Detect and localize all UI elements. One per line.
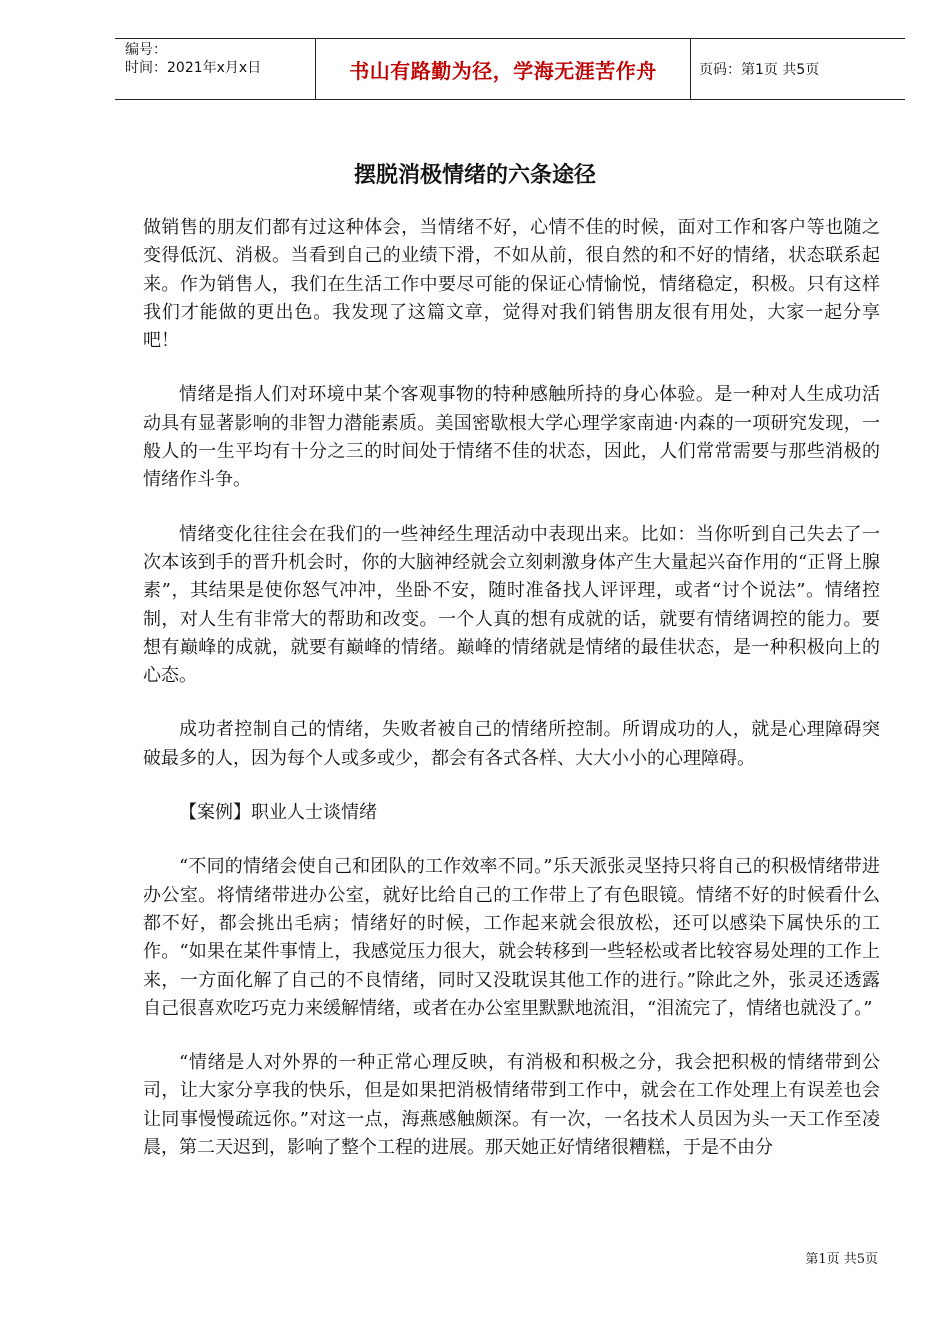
- paragraph: 情绪变化往往会在我们的一些神经生理活动中表现出来。比如：当你听到自己失去了一次本该到手的晋升机会时，你的大脑神经就会立刻刺激身体产生大量起兴奋作用的“正肾上腺素”，其结果是使你怒气冲冲，坐卧不安，随时准备找人评评理，或者“讨个说法”。情绪控制，对人生有非常大的帮助和改变。一个人真的想有成就的话，就要有情绪调控的能力。要想有巅峰的成就，就要有巅峰的情绪。巅峰的情绪就是情绪的最佳状态，是一种积极向上的心态。: [143, 523, 880, 687]
- paragraph: “情绪是人对外界的一种正常心理反映，有消极和积极之分，我会把积极的情绪带到公司，让大家分享我的快乐，但是如果把消极情绪带到工作中，就会在工作处理上有误差也会让同事慢慢疏远你。”对这一点，海燕感触颇深。有一次，一名技术人员因为头一天工作至凌晨，第二天迟到，影响了整个工程的进展。那天她正好情绪很糟糕，于是不由分: [143, 1052, 880, 1159]
- document-time-label: 时间：2021年x月x日: [125, 60, 262, 76]
- header-meta: [115, 39, 316, 99]
- page-footer: 第1页 共5页: [805, 1252, 878, 1267]
- header-motto-cell: [316, 39, 691, 99]
- case-heading: 【案例】职业人士谈情绪: [179, 802, 377, 824]
- header-page-cell: [691, 39, 905, 99]
- paragraph-intro: 做销售的朋友们都有过这种体会，当情绪不好，心情不佳的时候，面对工作和客户等也随之变得低沉、消极。当看到自己的业绩下滑，不如从前，很自然的和不好的情绪，状态联系起来。作为销售人，我们在生活工作中要尽可能的保证心情愉悦，情绪稳定，积极。只有这样我们才能做的更出色。我发现了这篇文章，觉得对我们销售朋友很有用处，大家一起分享吧！: [143, 217, 880, 352]
- paragraph: 成功者控制自己的情绪，失败者被自己的情绪所控制。所谓成功的人，就是心理障碍突破最多的人，因为每个人或多或少，都会有各式各样、大大小小的心理障碍。: [143, 719, 880, 769]
- paragraph: “不同的情绪会使自己和团队的工作效率不同。”乐天派张灵坚持只将自己的积极情绪带进办公室。将情绪带进办公室，就好比给自己的工作带上了有色眼镜。情绪不好的时候看什么都不好，都会挑出毛病；情绪好的时候，工作起来就会很放松，还可以感染下属快乐的工作。“如果在某件事情上，我感觉压力很大，就会转移到一些轻松或者比较容易处理的工作上来，一方面化解了自己的不良情绪，同时又没耽误其他工作的进行。”除此之外，张灵还透露自己很喜欢吃巧克力来缓解情绪，或者在办公室里默默地流泪，“泪流完了，情绪也就没了。”: [143, 856, 880, 1019]
- document-title: 摆脱消极情绪的六条途径: [353, 163, 596, 188]
- document-number-label: 编号：: [125, 42, 167, 58]
- header-motto: 书山有路勤为径，学海无涯苦作舟: [349, 58, 657, 83]
- paragraph: 情绪是指人们对环境中某个客观事物的特种感触所持的身心体验。是一种对人生成功活动具有显著影响的非智力潜能素质。美国密歇根大学心理学家南迪·内森的一项研究发现，一般人的一生平均有十分之三的时间处于情绪不佳的状态，因此，人们常常需要与那些消极的情绪作斗争。: [143, 384, 880, 491]
- header-page-info: 页码：第1页 共5页: [699, 62, 820, 78]
- page-header: [115, 38, 905, 100]
- document-body: [143, 214, 880, 1188]
